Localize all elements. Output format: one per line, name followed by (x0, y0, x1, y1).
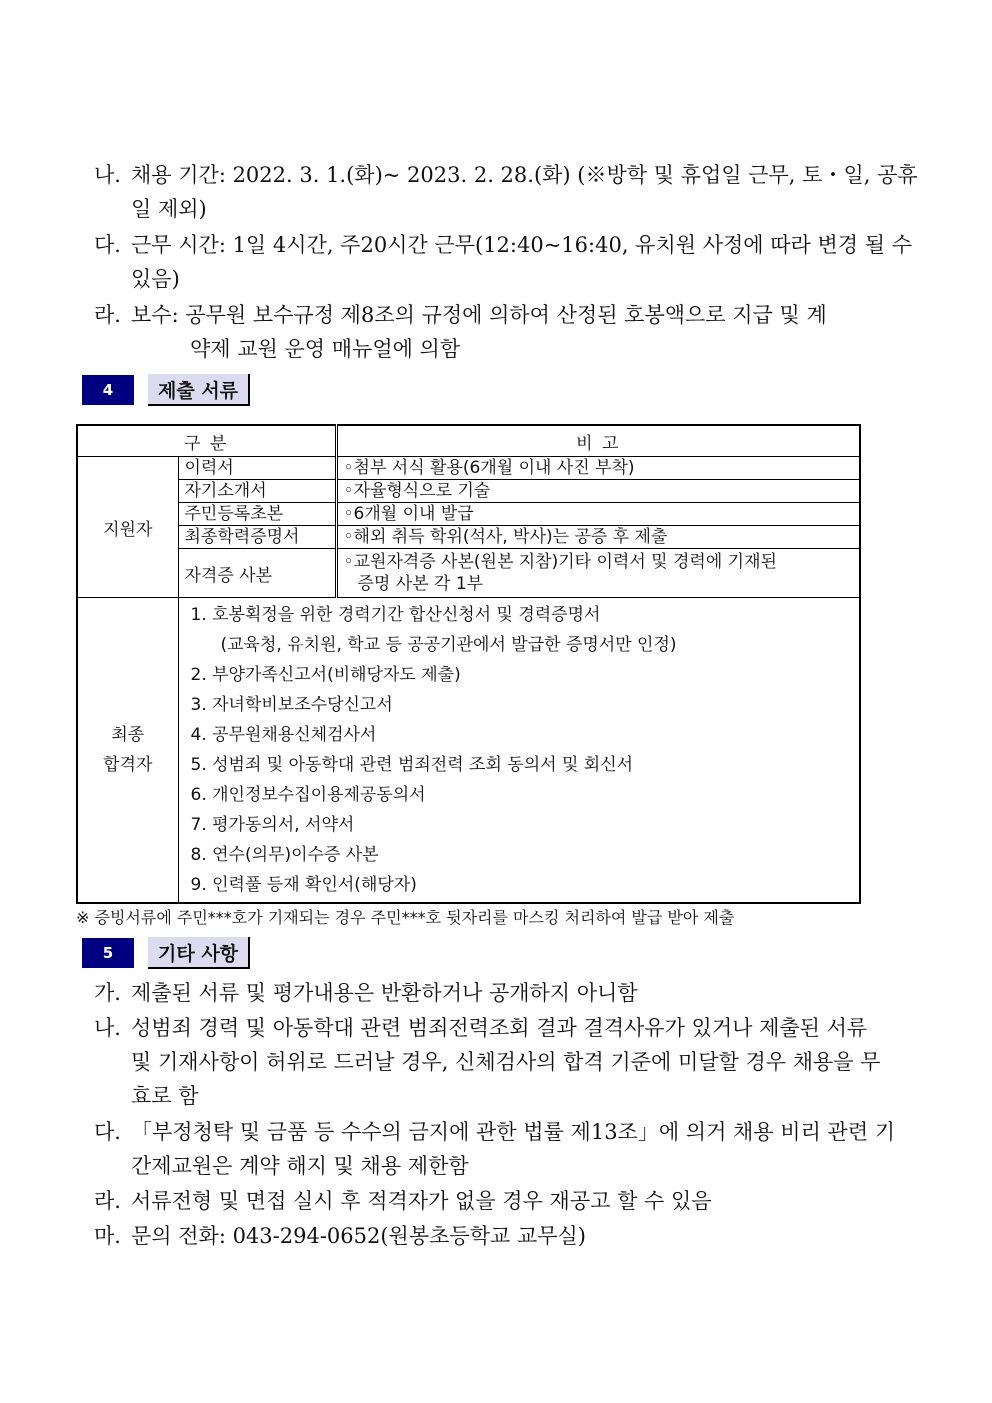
list-item: 5. 성범죄 및 아동학대 관련 범죄전력 조회 동의서 및 회신서 (190, 755, 634, 775)
etc-item-ga: 가. 제출된 서류 및 평가내용은 반환하거나 공개하지 아니함 (94, 981, 638, 1005)
list-item: 1. 호봉획정을 위한 경력기간 합산신청서 및 경력증명서 (190, 605, 601, 625)
table-row (77, 549, 860, 598)
list-item: (교육청, 유치원, 학교 등 공공기관에서 발급한 증명서만 인정) (220, 635, 677, 655)
etc-item-na: 나. 성범죄 경력 및 아동학대 관련 범죄전력조회 결과 결격사유가 있거나 제출된 서류 및 기재사항이 허위로 드러날 경우, 신체검사의 합격 기준에 미달할 경우 채용을 무 효로 함 (94, 1016, 881, 1108)
doc-note: ◦6개월 이내 발급 (336, 503, 860, 526)
table-row (77, 480, 860, 503)
table-row (77, 457, 860, 480)
list-item: 3. 자녀학비보조수당신고서 (190, 695, 393, 715)
salary-item: 라. 보수: 공무원 보수규정 제8조의 규정에 의하여 산정된 호봉액으로 지급 및 계 약제 교원 운영 매뉴얼에 의함 (94, 303, 827, 361)
submission-documents-table (76, 424, 861, 904)
final-documents-list (178, 598, 860, 904)
list-item: 6. 개인정보수집이용제공동의서 (190, 785, 426, 805)
list-item: 2. 부양가족신고서(비해당자도 제출) (190, 665, 461, 685)
list-item: 8. 연수(의무)이수증 사본 (190, 845, 379, 865)
header-category: 구 분 (77, 425, 336, 457)
section-title: 제출 서류 (148, 374, 250, 406)
section-5-header (82, 937, 250, 969)
hire-period-item: 나. 채용 기간: 2022. 3. 1.(화)~ 2023. 2. 28.(화) (※방학 및 휴업일 근무, 토・일, 공휴 일 제외) (94, 163, 918, 221)
doc-name: 자기소개서 (178, 480, 336, 503)
doc-note: ◦교원자격증 사본(원본 지참)기타 이력서 및 경력에 기재된 증명 사본 각 1부 (336, 549, 860, 598)
list-item: 9. 인력풀 등재 확인서(해당자) (190, 875, 417, 895)
doc-note: ◦자율형식으로 기술 (336, 480, 860, 503)
doc-note: ◦해외 취득 학위(석사, 박사)는 공증 후 제출 (336, 526, 860, 549)
header-remarks: 비 고 (336, 425, 860, 457)
section-number: 5 (82, 938, 134, 968)
final-applicant-row (77, 598, 860, 904)
doc-name: 주민등록초본 (178, 503, 336, 526)
etc-item-da: 다. 「부정청탁 및 금품 등 수수의 금지에 관한 법률 제13조」에 의거 채용 비리 관련 기 간제교원은 계약 해지 및 채용 제한함 (94, 1120, 896, 1178)
list-item: 4. 공무원채용신체검사서 (190, 725, 377, 745)
etc-item-ra: 라. 서류전형 및 면접 실시 후 적격자가 없을 경우 재공고 할 수 있음 (94, 1189, 712, 1213)
applicant-group-label: 지원자 (77, 457, 178, 598)
list-item: 7. 평가동의서, 서약서 (190, 815, 355, 835)
doc-note: ◦첨부 서식 활용(6개월 이내 사진 부착) (336, 457, 860, 480)
table-header-row (77, 425, 860, 457)
table-row (77, 503, 860, 526)
doc-name: 자격증 사본 (178, 549, 336, 598)
doc-name: 이력서 (178, 457, 336, 480)
table-row (77, 526, 860, 549)
section-title: 기타 사항 (148, 937, 250, 969)
work-hours-item: 다. 근무 시간: 1일 4시간, 주20시간 근무(12:40~16:40, 유치원 사정에 따라 변경 될 수 있음) (94, 233, 912, 291)
final-group-label: 최종 합격자 (77, 598, 178, 904)
etc-item-ma: 마. 문의 전화: 043-294-0652(원봉초등학교 교무실) (94, 1224, 587, 1248)
doc-name: 최종학력증명서 (178, 526, 336, 549)
section-4-header (82, 374, 250, 406)
section-number: 4 (82, 375, 134, 405)
masking-note: ※ 증빙서류에 주민***호가 기재되는 경우 주민***호 뒷자리를 마스킹 처리하여 발급 받아 제출 (76, 908, 735, 927)
